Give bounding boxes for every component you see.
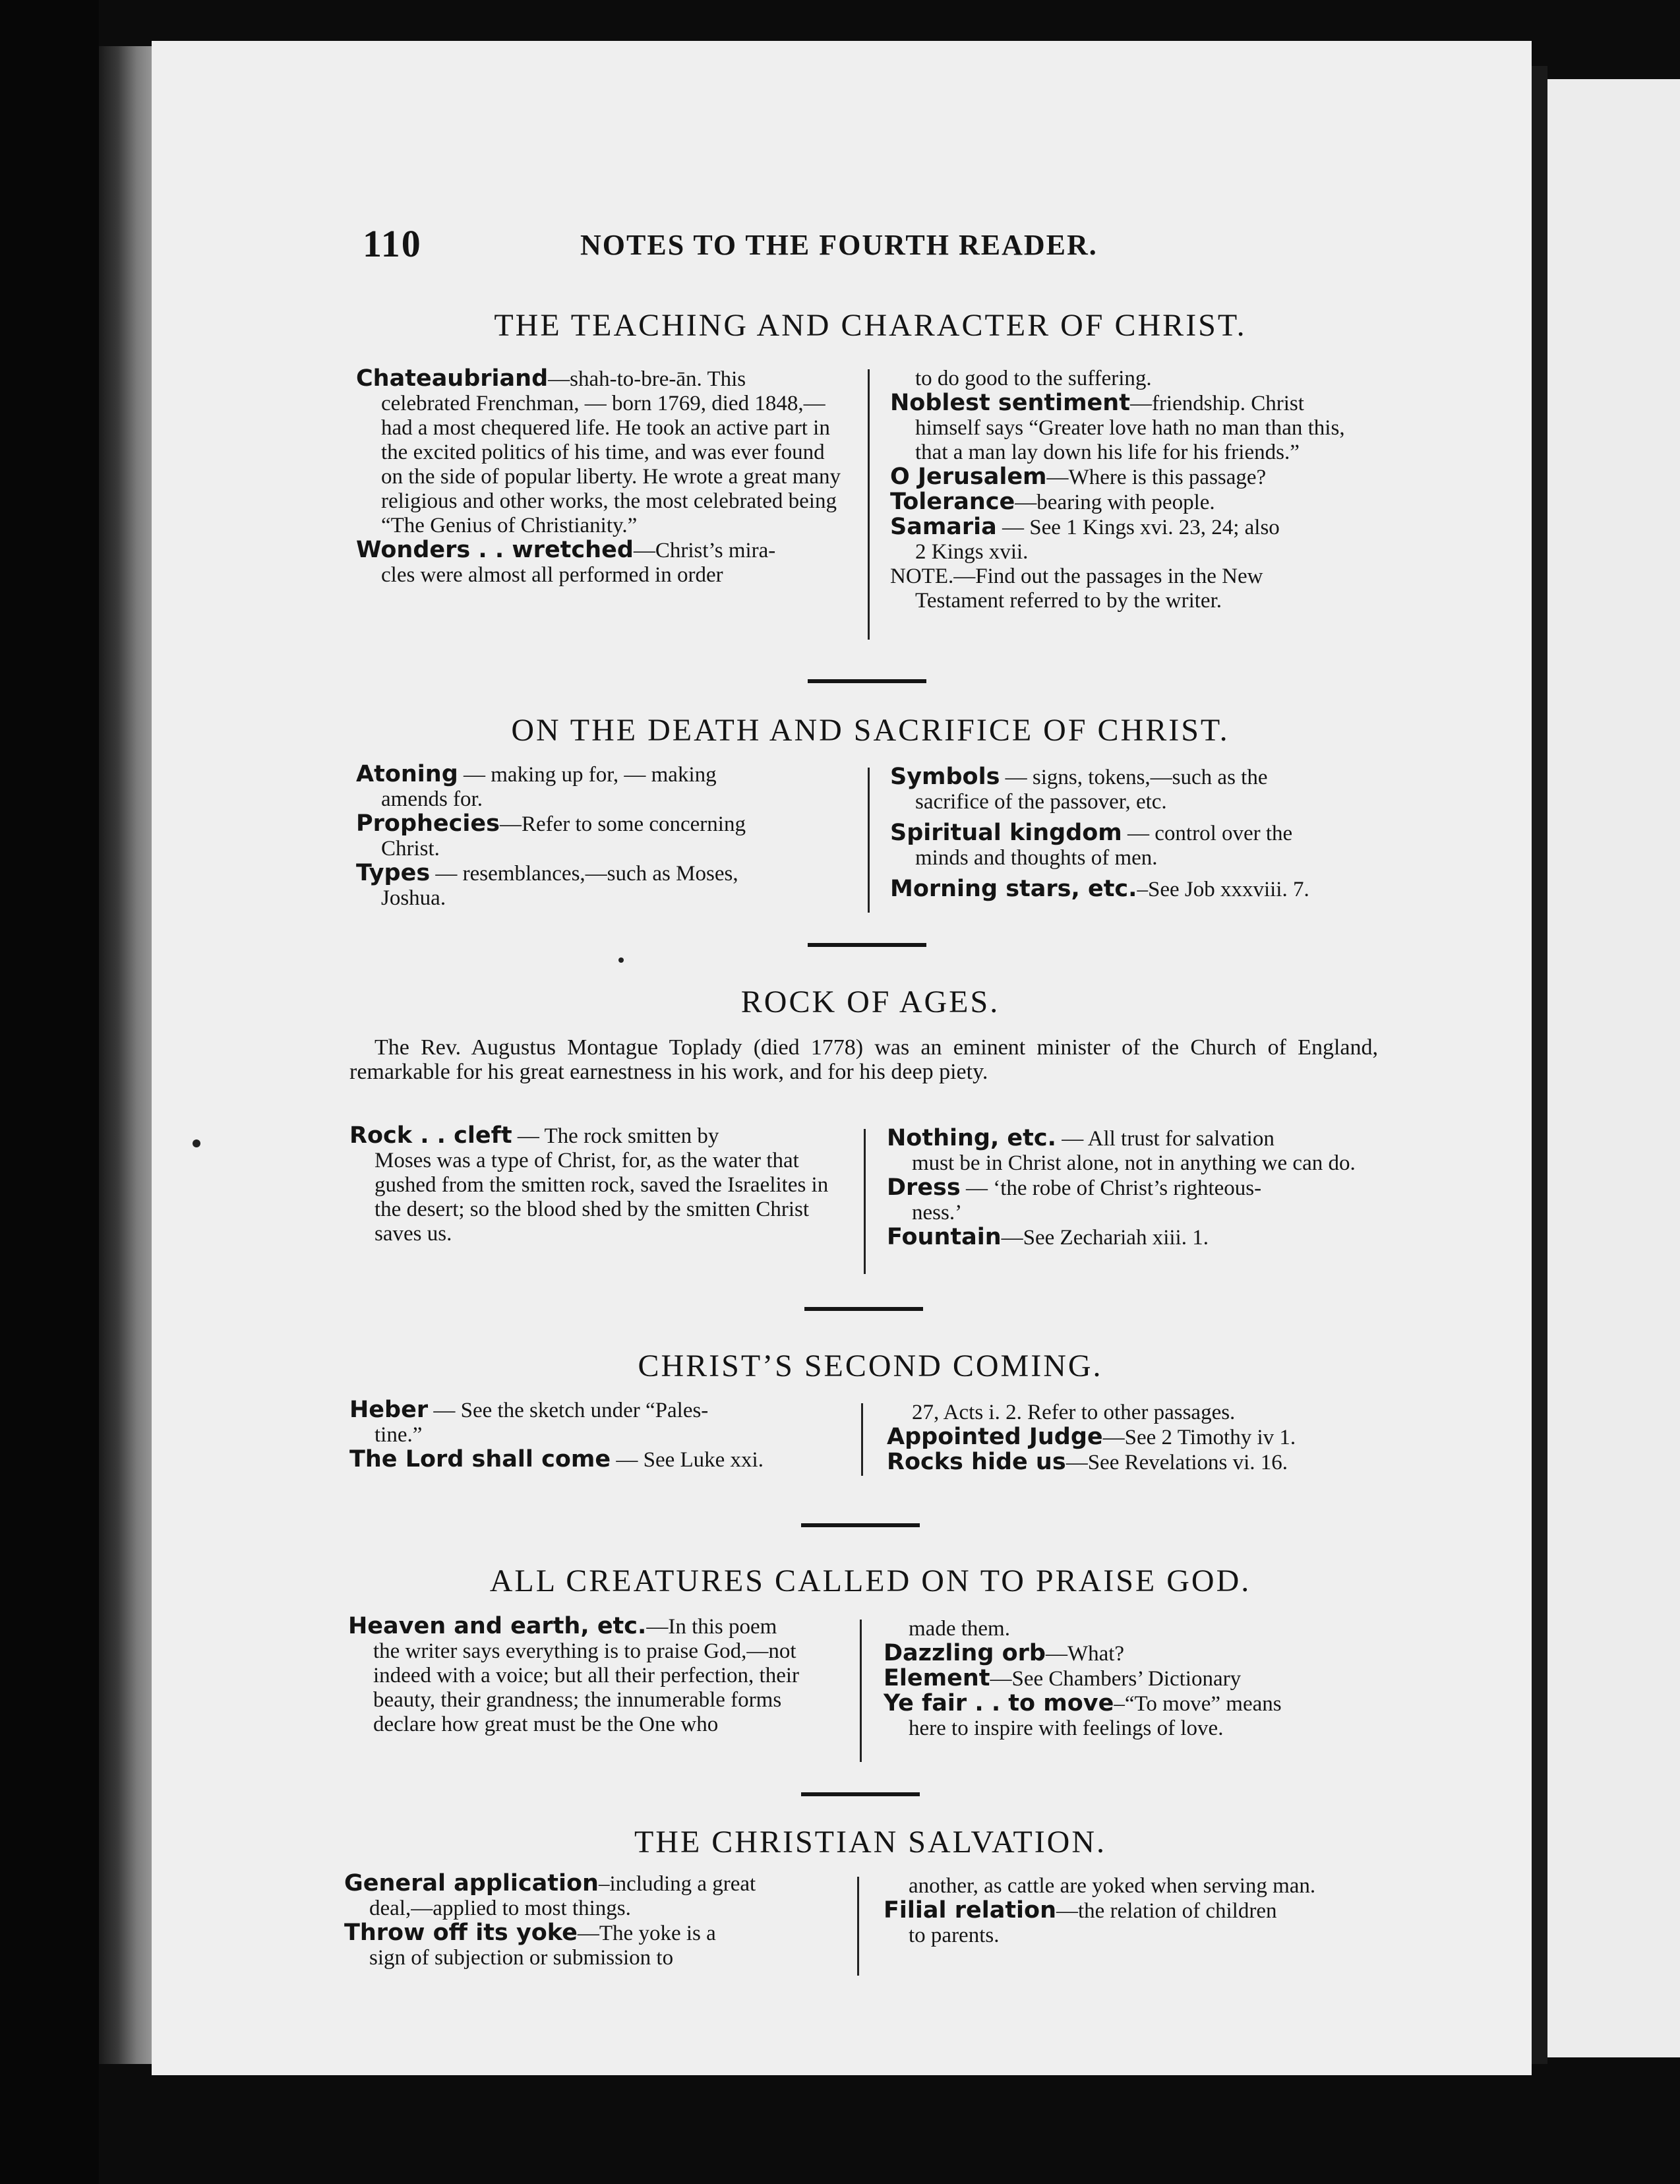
note-entry (884, 1691, 1371, 1741)
note-text: —Refer to some concerning (499, 812, 746, 836)
note-continuation: to do good to the suffering. (915, 367, 1152, 390)
note-continuation: the writer says everything is to praise God,—not indeed with a voice; but all their perfection, their beauty, their grandness; the innumerable forms declare how great must be the One who (373, 1639, 800, 1736)
note-text: —See Chambers’ Dictionary (990, 1667, 1242, 1691)
note-term: Symbols (890, 764, 1000, 790)
note-entry (890, 877, 1378, 902)
note-entry (884, 1617, 1371, 1641)
note-entry (887, 1450, 1375, 1475)
note-entry (890, 391, 1378, 465)
note-continuation: himself says “Greater love hath no man than this, that a man lay down his life for his friends.” (915, 416, 1345, 464)
note-text: —The yoke is a (577, 1922, 716, 1945)
section-title-teaching: THE TEACHING AND CHARACTER OF CHRIST. (494, 308, 1247, 343)
column-divider (868, 369, 870, 640)
column-left-second-coming (349, 1398, 837, 1472)
section-title-rock-of-ages: ROCK OF AGES. (740, 985, 1000, 1019)
section-title-all-creatures: ALL CREATURES CALLED ON TO PRAISE GOD. (489, 1563, 1251, 1598)
note-term: Fountain (887, 1224, 1002, 1250)
note-entry (349, 1447, 837, 1472)
note-continuation: deal,—applied to most things. (369, 1896, 631, 1920)
book-spine-shadow (0, 0, 99, 2184)
note-entry (349, 1124, 837, 1246)
note-entry (890, 490, 1378, 515)
note-term: Wonders . . wretched (356, 537, 634, 563)
column-right-rock (887, 1126, 1375, 1250)
note-entry (356, 367, 844, 538)
note-term: Nothing, etc. (887, 1125, 1056, 1151)
note-term: Heaven and earth, etc. (348, 1613, 647, 1639)
note-entry (887, 1126, 1375, 1176)
note-text: — ‘the robe of Christ’s righteous- (960, 1176, 1262, 1200)
column-right-teaching (890, 367, 1378, 613)
note-text: —the relation of children (1056, 1899, 1277, 1923)
note-text: –including a great (598, 1872, 756, 1896)
page-number: 110 (363, 222, 422, 265)
column-left-rock (349, 1124, 837, 1246)
note-continuation: Moses was a type of Christ, for, as the water that gushed from the smitten rock, saved the Israelites in the desert; so the blood shed by the smitten Christ saves us. (375, 1149, 829, 1246)
note-continuation: sacrifice of the passover, etc. (915, 790, 1167, 814)
note-term: Heber (349, 1397, 429, 1423)
section-title-christian-salvation: THE CHRISTIAN SALVATION. (634, 1825, 1107, 1860)
note-entry (356, 861, 844, 911)
note-text: — See the sketch under “Pales- (428, 1399, 709, 1422)
note-term: O Jerusalem (890, 464, 1047, 490)
note-term: Spiritual kingdom (890, 820, 1122, 846)
note-term: Rock . . cleft (349, 1122, 512, 1149)
column-left-creatures (348, 1614, 836, 1737)
column-right-salvation (884, 1874, 1371, 1948)
note-continuation: Christ. (381, 837, 440, 861)
note-continuation: 27, Acts i. 2. Refer to other passages. (912, 1401, 1236, 1424)
margin-speck (618, 957, 624, 963)
note-entry (887, 1401, 1375, 1425)
note-continuation: made them. (909, 1617, 1010, 1641)
note-continuation: tine.” (375, 1423, 423, 1447)
note-text: — See Luke xxi. (611, 1448, 764, 1472)
note-entry (890, 465, 1378, 490)
note-text: —bearing with people. (1015, 491, 1215, 514)
section-rule (801, 1792, 920, 1796)
column-left-teaching (356, 367, 844, 588)
note-term: Noblest sentiment (890, 390, 1130, 416)
column-divider (861, 1403, 863, 1476)
note-term: Rocks hide us (887, 1449, 1066, 1475)
note-text: —Christ’s mira- (633, 539, 776, 562)
note-entry (356, 538, 844, 588)
note-entry (890, 765, 1378, 814)
note-entry (887, 1176, 1375, 1225)
note-term: Morning stars, etc. (890, 876, 1137, 902)
note-term: Throw off its yoke (344, 1920, 578, 1946)
note-term: Element (884, 1665, 990, 1691)
note-term: Tolerance (890, 489, 1015, 515)
column-left-death (356, 762, 844, 911)
column-divider (864, 1129, 866, 1274)
note-term: Atoning (356, 761, 458, 787)
note-term: Dress (887, 1174, 961, 1201)
section-title-second-coming: CHRIST’S SECOND COMING. (638, 1349, 1103, 1383)
note-text: —friendship. Christ (1129, 392, 1304, 415)
note-continuation: Joshua. (381, 886, 446, 910)
note-text: –See Job xxxviii. 7. (1137, 878, 1309, 901)
section-rule (801, 1523, 920, 1527)
section-rule (808, 679, 926, 683)
column-divider (860, 1620, 862, 1762)
note-entry (356, 762, 844, 812)
section-rule (808, 943, 926, 947)
column-right-death (890, 765, 1378, 902)
note-continuation: 2 Kings xvii. (915, 540, 1029, 564)
note-text: —In this poem (646, 1615, 777, 1639)
note-term: General application (344, 1870, 599, 1896)
running-title: NOTES TO THE FOURTH READER. (580, 229, 1098, 261)
facing-page-edge (1547, 79, 1680, 2057)
note-text: —See Revelations vi. 16. (1065, 1451, 1288, 1474)
note-text: —What? (1045, 1642, 1125, 1666)
running-head (363, 222, 1352, 268)
section-rule (804, 1307, 923, 1311)
note-text: — All trust for salvation (1056, 1127, 1275, 1151)
column-divider (868, 768, 870, 913)
note-continuation: another, as cattle are yoked when serving man. (909, 1874, 1316, 1898)
note-entry (890, 367, 1378, 391)
note-entry (890, 564, 1378, 613)
note-entry (349, 1398, 837, 1447)
note-entry (884, 1641, 1371, 1666)
note-term: Dazzling orb (884, 1640, 1046, 1666)
note-term: The Lord shall come (349, 1446, 611, 1472)
note-entry (887, 1425, 1375, 1450)
column-divider (857, 1877, 859, 1976)
note-term: Appointed Judge (887, 1424, 1103, 1450)
note-text: — making up for, — making (458, 763, 717, 787)
page-gutter-shadow (1532, 66, 1547, 2064)
note-term: Samaria (890, 514, 997, 540)
note-term: Filial relation (884, 1897, 1057, 1924)
note-text: –“To move” means (1114, 1692, 1282, 1716)
note-text: — See 1 Kings xvi. 23, 24; also (996, 516, 1280, 539)
section-title-death: ON THE DEATH AND SACRIFICE OF CHRIST. (511, 713, 1230, 748)
note-continuation: cles were almost all performed in order (381, 563, 723, 587)
note-term: Chateaubriand (356, 365, 549, 392)
note-continuation: Testament referred to by the writer. (915, 589, 1222, 613)
note-entry (356, 812, 844, 861)
margin-speck (193, 1139, 200, 1147)
column-right-second-coming (887, 1401, 1375, 1475)
note-continuation: here to inspire with feelings of love. (909, 1716, 1224, 1740)
note-term: Types (356, 860, 431, 886)
note-continuation: sign of subjection or submission to (369, 1946, 674, 1970)
column-left-salvation (344, 1871, 832, 1970)
section-intro: The Rev. Augustus Montague Toplady (died 1778) was an eminent minister of the Church of England, remarkable for his great earnestness in his work, and for his deep piety. (349, 1035, 1378, 1084)
note-text: —See Zechariah xiii. 1. (1001, 1226, 1209, 1250)
note-entry (884, 1666, 1371, 1691)
note-entry (890, 515, 1378, 564)
note-text: —See 2 Timothy iv 1. (1102, 1426, 1296, 1449)
note-term: Ye fair . . to move (884, 1690, 1114, 1716)
note-entry (884, 1898, 1371, 1948)
note-text: — signs, tokens,—such as the (1000, 766, 1268, 789)
column-right-creatures (884, 1617, 1371, 1741)
note-entry (884, 1874, 1371, 1898)
note-term: Prophecies (356, 810, 500, 837)
note-continuation: to parents. (909, 1924, 1000, 1947)
note-continuation: must be in Christ alone, not in anything we can do. (912, 1151, 1356, 1175)
note-text: — resemblances,—such as Moses, (430, 862, 738, 886)
note-text: —Where is this passage? (1046, 466, 1267, 489)
note-continuation: ness.’ (912, 1201, 963, 1225)
note-entry (887, 1225, 1375, 1250)
note-text: — control over the (1122, 822, 1293, 845)
note-entry (890, 821, 1378, 870)
note-entry (348, 1614, 836, 1737)
note-continuation: celebrated Frenchman, — born 1769, died 1848,—had a most chequered life. He took an active part in the excited politics of his time, and was ever found on the side of popular liberty. He wrote a great many religious and other works, the most celebrated being “The Genius of Christianity.” (381, 392, 841, 537)
note-text: —shah-to-bre-ān. This (548, 367, 746, 391)
note-continuation: minds and thoughts of men. (915, 846, 1158, 870)
note-continuation: amends for. (381, 787, 483, 811)
note-text: NOTE.—Find out the passages in the New (890, 564, 1263, 588)
note-text: — The rock smitten by (512, 1124, 719, 1148)
note-entry (344, 1921, 832, 1970)
note-entry (344, 1871, 832, 1921)
